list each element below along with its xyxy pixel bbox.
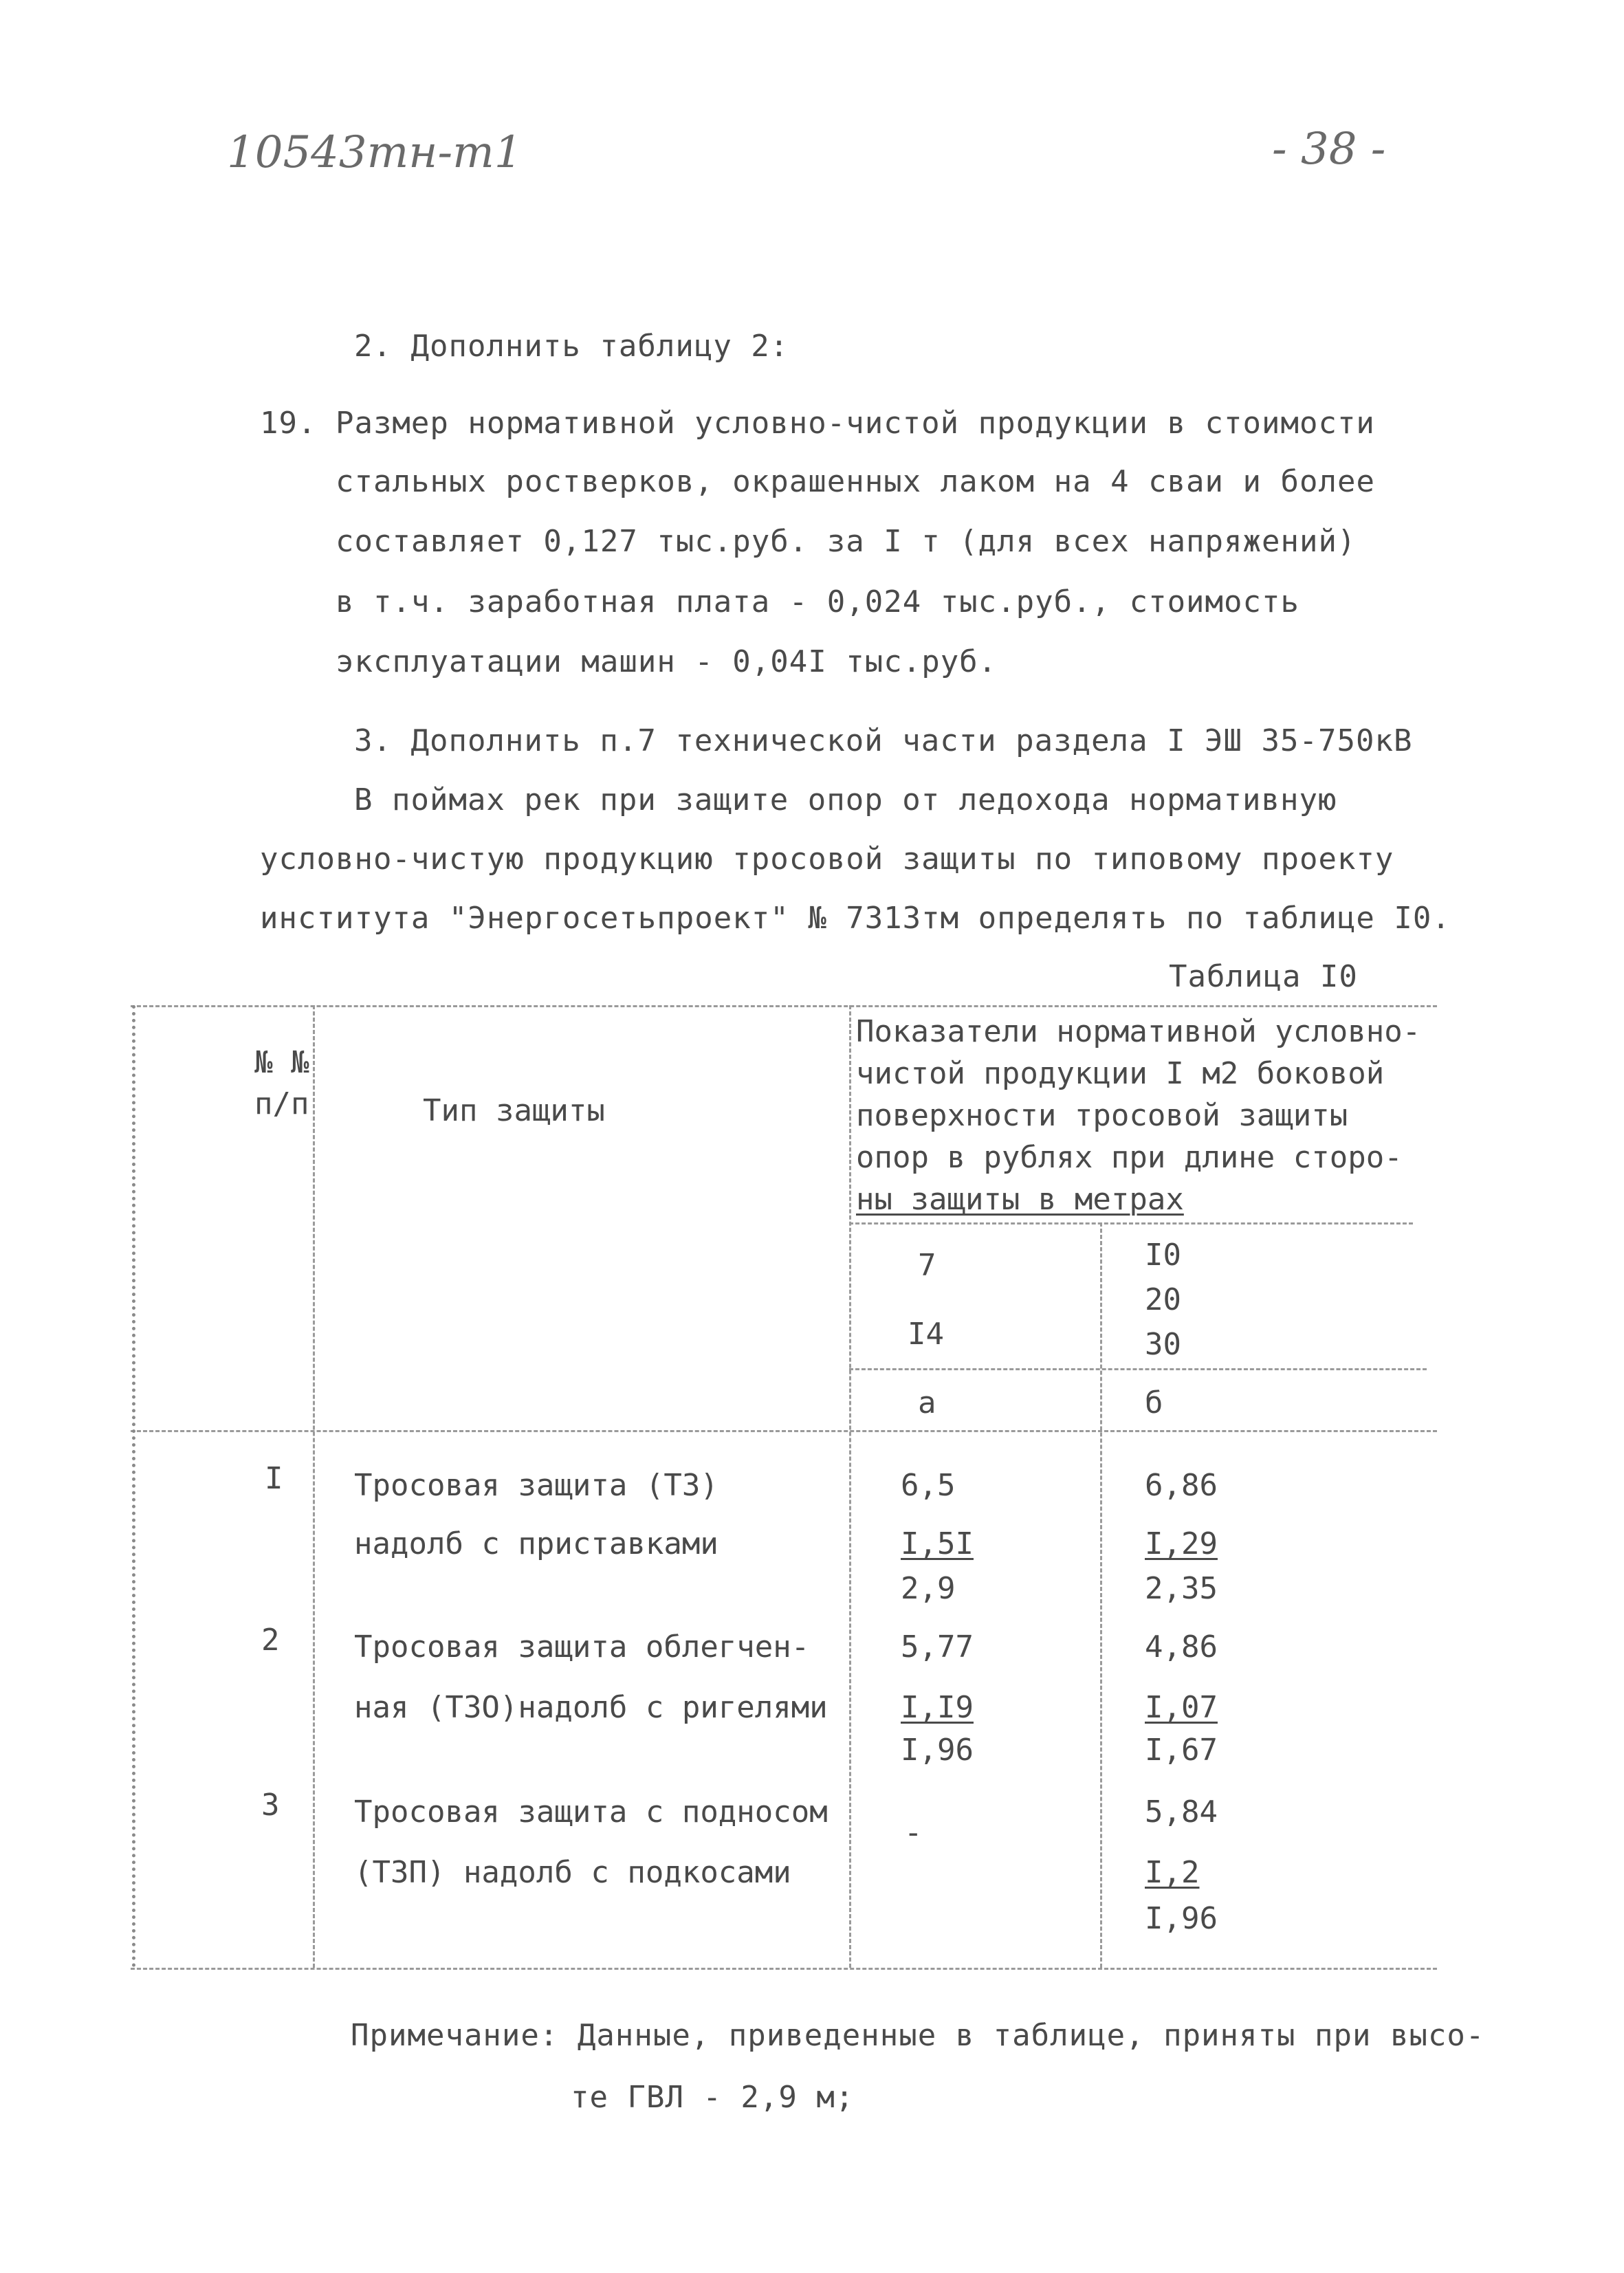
row-2-b-denominator: I,67	[1145, 1733, 1218, 1768]
row-1-type-line-1: Тросовая защита (ТЗ)	[354, 1468, 718, 1503]
col-b-letter: б	[1145, 1385, 1163, 1420]
table-col-divider-1	[313, 1005, 315, 1968]
row-2-a-value: 5,77	[901, 1629, 974, 1665]
item-3-line-2: В поймах рек при защите опор от ледохода нормативную	[354, 782, 1337, 817]
item-19-line-5: эксплуатации машин - 0,04I тыс.руб.	[336, 644, 998, 679]
table-col-divider-3	[1100, 1222, 1102, 1968]
row-3-b-numerator: I,2	[1145, 1855, 1200, 1890]
row-2-num: 2	[261, 1623, 280, 1658]
header-indicators-line-1: Показатели нормативной условно-	[856, 1014, 1421, 1049]
item-3-line-1: 3. Дополнить п.7 технической части раздела I ЭШ 35-750кВ	[354, 723, 1413, 758]
table-top-border	[131, 1005, 1437, 1007]
row-1-a-value: 6,5	[901, 1468, 956, 1503]
row-2-a-denominator: I,96	[901, 1733, 974, 1768]
table-letter-line	[849, 1368, 1427, 1370]
header-indicators-line-3: поверхности тросовой защиты	[856, 1098, 1348, 1133]
item-2-text: 2. Дополнить таблицу 2:	[354, 329, 789, 364]
note-line-2: те ГВЛ - 2,9 м;	[571, 2080, 855, 2115]
row-2-a-numerator: I,I9	[901, 1690, 974, 1725]
row-3-b-denominator: I,96	[1145, 1901, 1218, 1936]
header-num-line-2: п/п	[254, 1086, 309, 1121]
row-1-b-numerator: I,29	[1145, 1526, 1218, 1561]
col-a-length-2: I4	[908, 1317, 944, 1352]
row-1-num: I	[265, 1461, 283, 1496]
row-3-num: 3	[261, 1788, 280, 1823]
row-3-b-value: 5,84	[1145, 1794, 1218, 1830]
header-indicators-line-5: ны защиты в метрах	[856, 1182, 1184, 1217]
table-subheader-line	[849, 1222, 1413, 1225]
row-1-type-line-2: надолб с приставками	[354, 1526, 718, 1561]
table-left-border	[132, 1005, 135, 1968]
col-b-length-3: 30	[1145, 1327, 1181, 1362]
table-title: Таблица I0	[1169, 959, 1358, 994]
header-indicators-line-2: чистой продукции I м2 боковой	[856, 1056, 1385, 1091]
row-3-a-value: -	[904, 1815, 923, 1850]
row-1-b-denominator: 2,35	[1145, 1571, 1218, 1606]
item-19-line-1: 19. Размер нормативной условно-чистой продукции в стоимости	[260, 406, 1375, 441]
document-code: 10543тн-т1	[227, 127, 523, 178]
header-num-line-1: № №	[254, 1045, 309, 1080]
row-1-b-value: 6,86	[1145, 1468, 1218, 1503]
row-2-b-numerator: I,07	[1145, 1690, 1218, 1725]
item-19-line-4: в т.ч. заработная плата - 0,024 тыс.руб., стоимость	[336, 584, 1300, 619]
page-number: - 38 -	[1272, 124, 1386, 175]
row-2-type-line-1: Тросовая защита облегчен-	[354, 1629, 810, 1665]
row-2-type-line-2: ная (ТЗО)надолб с ригелями	[354, 1690, 828, 1725]
header-type-of-protection: Тип защиты	[423, 1093, 605, 1128]
row-1-a-denominator: 2,9	[901, 1571, 956, 1606]
col-b-length-1: I0	[1145, 1238, 1181, 1273]
header-indicators-line-4: опор в рублях при длине сторо-	[856, 1140, 1403, 1175]
row-1-a-numerator: I,5I	[901, 1526, 974, 1561]
item-19-line-3: составляет 0,127 тыс.руб. за I т (для всех напряжений)	[336, 524, 1357, 559]
table-bottom-border	[131, 1968, 1437, 1970]
row-2-b-value: 4,86	[1145, 1629, 1218, 1665]
col-a-letter: а	[918, 1385, 936, 1420]
table-col-divider-2	[849, 1005, 851, 1968]
row-3-type-line-1: Тросовая защита с подносом	[354, 1794, 828, 1830]
item-3-line-4: института "Энергосетьпроект" № 7313тм определять по таблице I0.	[260, 901, 1451, 936]
note-line-1: Примечание: Данные, приведенные в таблице, приняты при высо-	[351, 2018, 1485, 2053]
item-19-line-2: стальных ростверков, окрашенных лаком на 4 сваи и более	[336, 464, 1375, 499]
table-header-bottom	[131, 1430, 1437, 1432]
col-a-length-1: 7	[918, 1248, 936, 1283]
item-3-line-3: условно-чистую продукцию тросовой защиты по типовому проекту	[260, 842, 1394, 877]
col-b-length-2: 20	[1145, 1282, 1181, 1317]
row-3-type-line-2: (ТЗП) надолб с подкосами	[354, 1855, 791, 1890]
